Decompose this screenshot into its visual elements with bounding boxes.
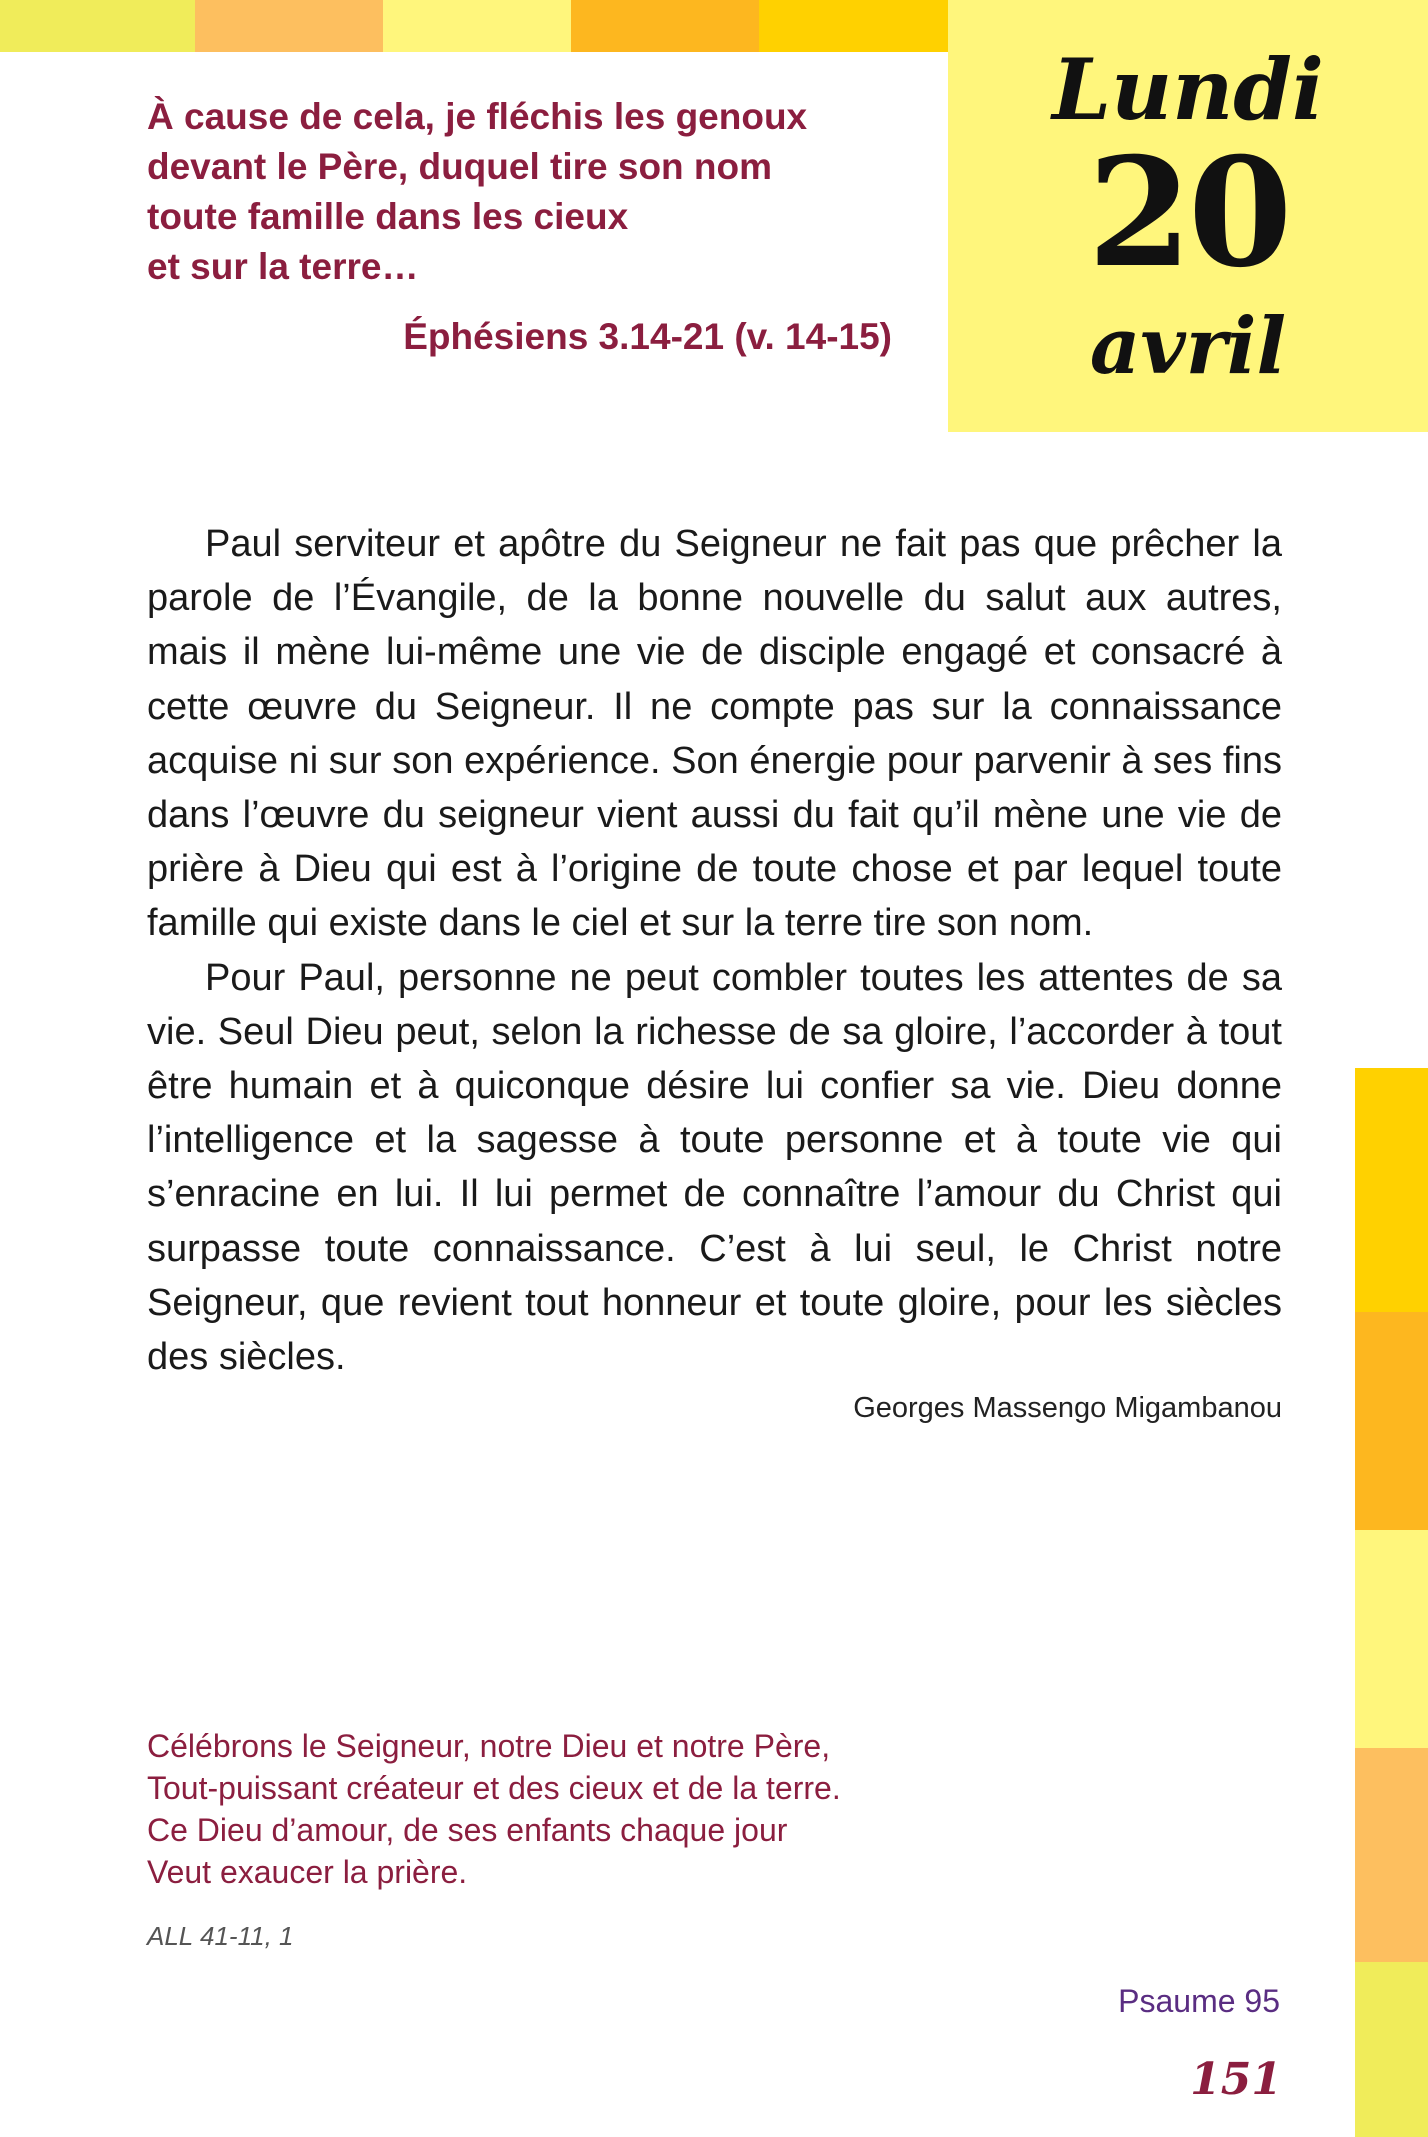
top-bar-segment	[383, 0, 571, 52]
bible-verse	[147, 92, 907, 292]
verse-line: À cause de cela, je fléchis les genoux	[147, 96, 808, 137]
page-number: 151	[1190, 2054, 1282, 2105]
meditation-text	[147, 517, 1282, 1384]
top-bar-segment	[759, 0, 948, 52]
hymn-line: Célébrons le Seigneur, notre Dieu et notre Père,	[147, 1728, 831, 1764]
side-tab	[1355, 1312, 1428, 1530]
date-weekday: Lundi	[1052, 40, 1324, 139]
meditation-paragraph: Pour Paul, personne ne peut combler toutes les attentes de sa vie. Seul Dieu peut, selon la richesse de sa gloire, l’accorder à tout être humain et à quiconque désire lui confier sa vie. Dieu donne l’intelligence et la sagesse à toute personne et à toute vie qui s’enracine en lui. Il lui permet de connaître l’amour du Christ qui surpasse toute connaissance. C’est à lui seul, le Christ notre Seigneur, que revient tout honneur et toute gloire, pour les siècles des siècles.	[147, 956, 1282, 1379]
hymn-line: Veut exaucer la prière.	[147, 1854, 468, 1890]
author-name: Georges Massengo Migambanou	[853, 1392, 1282, 1424]
side-tab	[1355, 1530, 1428, 1748]
side-tab	[1355, 1748, 1428, 1962]
top-bar-segment	[195, 0, 383, 52]
date-day: 20	[1087, 125, 1289, 301]
hymn-reference: ALL 41-11, 1	[147, 1921, 294, 1951]
verse-reference: Éphésiens 3.14-21 (v. 14-15)	[403, 316, 892, 357]
hymn-line: Tout-puissant créateur et des cieux et de la terre.	[147, 1770, 841, 1806]
top-bar-segment	[571, 0, 759, 52]
psalm-reference: Psaume 95	[1118, 1983, 1280, 2019]
side-tab	[1355, 1068, 1428, 1312]
verse-line: devant le Père, duquel tire son nom	[147, 146, 773, 187]
hymn-line: Ce Dieu d’amour, de ses enfants chaque jour	[147, 1812, 788, 1848]
top-bar-segment	[0, 0, 195, 52]
hymn-verse	[147, 1725, 1047, 1893]
verse-line: toute famille dans les cieux	[147, 196, 629, 237]
meditation-paragraph: Paul serviteur et apôtre du Seigneur ne fait pas que prêcher la parole de l’Évangile, de la bonne nouvelle du salut aux autres, mais il mène lui-même une vie de disciple engagé et consacré à cette œuvre du Seigneur. Il ne compte pas sur la connaissance acquise ni sur son expérience. Son énergie pour parvenir à ses fins dans l’œuvre du seigneur vient aussi du fait qu’il mène une vie de prière à Dieu qui est à l’origine de toute chose et par lequel toute famille qui existe dans le ciel et sur la terre tire son nom.	[147, 523, 1282, 945]
date-month: avril	[1089, 301, 1287, 392]
side-tab	[1355, 1962, 1428, 2137]
top-color-bar	[0, 0, 948, 52]
verse-line: et sur la terre…	[147, 246, 419, 287]
date-box	[948, 0, 1428, 432]
